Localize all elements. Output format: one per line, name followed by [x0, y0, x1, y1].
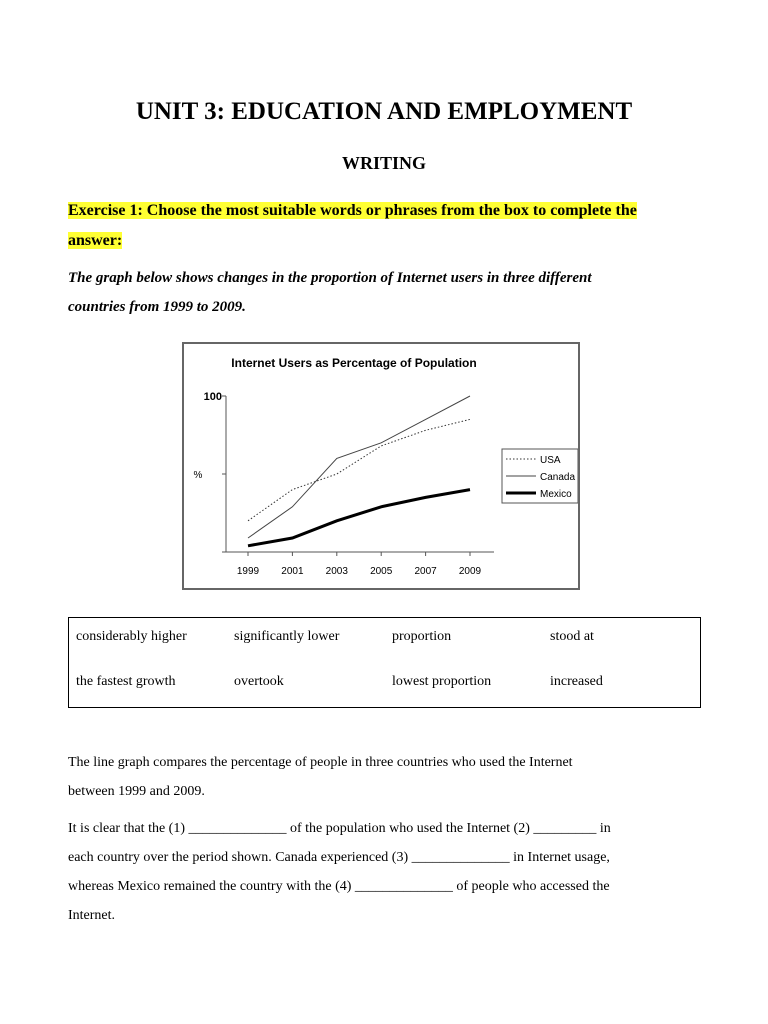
x-tick-label: 2005	[370, 566, 393, 577]
section-subtitle: WRITING	[341, 153, 426, 173]
line-chart	[182, 342, 580, 590]
series-line-canada	[248, 396, 470, 538]
answer-line: It is clear that the (1) ______________ of the population who used the Internet (2) _________ in	[68, 821, 611, 836]
exercise-line-1: Exercise 1: Choose the most suitable words or phrases from the box to complete the	[68, 202, 637, 219]
chart-title: Internet Users as Percentage of Population	[231, 356, 477, 370]
x-tick-label: 2007	[414, 566, 437, 577]
legend-label-canada: Canada	[540, 472, 576, 483]
word-option: overtook	[234, 674, 284, 689]
x-tick-label: 1999	[236, 566, 260, 577]
x-tick-label: 2009	[458, 566, 482, 577]
word-option: proportion	[392, 629, 452, 644]
chart-svg	[184, 344, 578, 588]
answer-line: each country over the period shown. Canada experienced (3) ______________ in Internet usage,	[68, 850, 610, 865]
series-line-mexico	[248, 490, 470, 546]
answer-line: Internet.	[68, 908, 116, 923]
y-axis-label: %	[193, 470, 203, 481]
exercise-line-2: answer:	[68, 232, 123, 249]
intro-line-2: countries from 1999 to 2009.	[68, 299, 246, 315]
word-option: significantly lower	[234, 629, 340, 644]
legend-label-usa: USA	[540, 455, 561, 466]
page-title: UNIT 3: EDUCATION AND EMPLOYMENT	[135, 98, 633, 125]
y-tick-label: 100	[203, 391, 222, 403]
legend-label-mexico: Mexico	[540, 489, 572, 500]
answer-line: The line graph compares the percentage of people in three countries who used the Internet	[68, 755, 573, 770]
word-option: the fastest growth	[76, 674, 176, 689]
word-option: considerably higher	[76, 629, 187, 644]
x-tick-label: 2001	[281, 566, 304, 577]
graph-description	[68, 264, 708, 322]
x-tick-label: 2003	[325, 566, 348, 577]
answer-line: whereas Mexico remained the country with the (4) ______________ of people who accessed the	[68, 879, 610, 894]
intro-line-1: The graph below shows changes in the proportion of Internet users in three different	[68, 270, 592, 286]
word-option: increased	[550, 674, 603, 689]
series-line-usa	[248, 419, 470, 520]
word-box	[68, 617, 701, 708]
word-option: lowest proportion	[392, 674, 492, 689]
exercise-instruction	[68, 196, 708, 256]
word-option: stood at	[550, 629, 594, 644]
answer-line: between 1999 and 2009.	[68, 784, 205, 799]
answer-paragraph-1	[68, 748, 708, 806]
answer-paragraph-2	[68, 814, 708, 930]
